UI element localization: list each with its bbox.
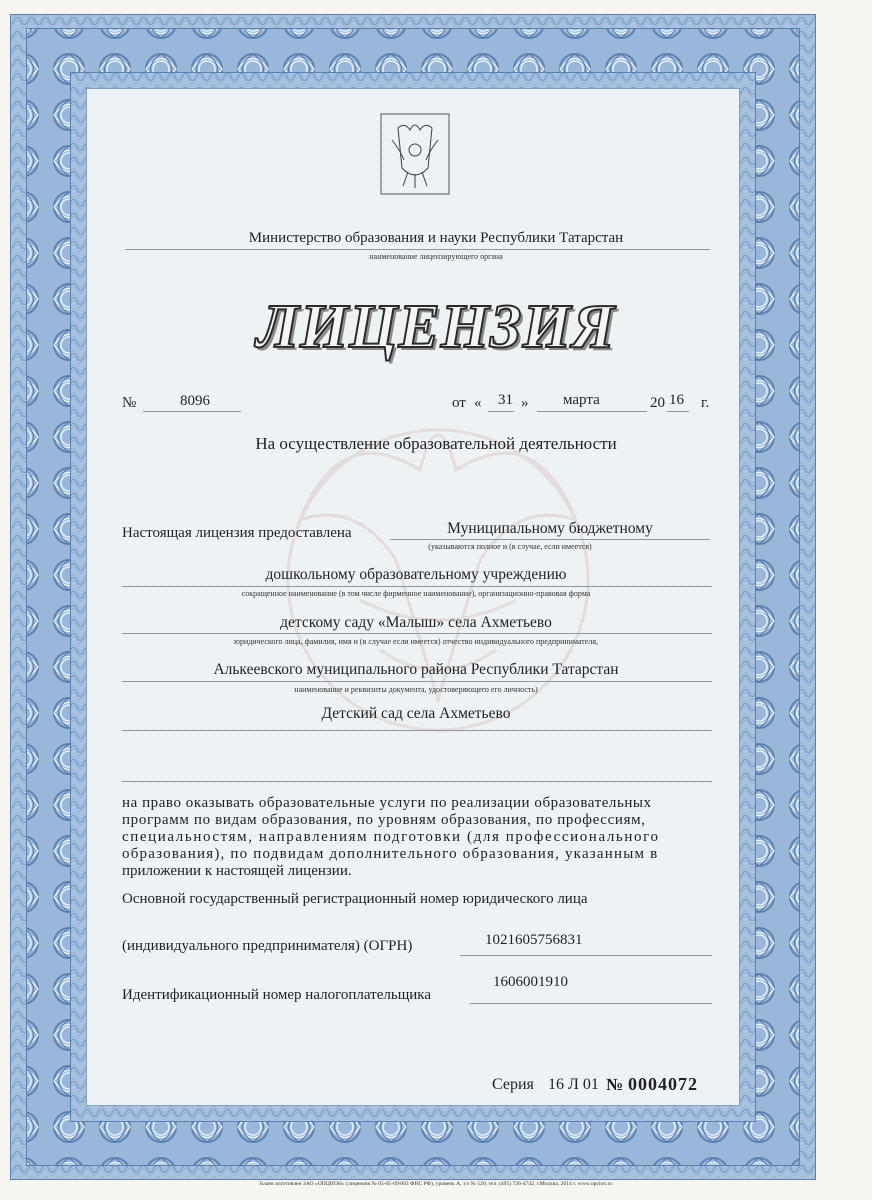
grantee-line-4: Алькеевского муниципального района Республики Татарстан: [213, 661, 619, 678]
rights-line-3: специальностям, направлениям подготовки (для профессионального: [122, 829, 660, 845]
date-day: 31: [498, 392, 513, 408]
rights-line-2: программ по видам образования, по уровням образования, по профессиям,: [122, 812, 646, 828]
rights-line-4: образования), по подвидам дополнительного образования, указанным в: [122, 846, 659, 862]
issuer-name: Министерство образования и науки Республики Татарстан: [248, 230, 624, 246]
license-purpose: На осуществление образовательной деятельности: [255, 434, 617, 453]
grantee-intro: Настоящая лицензия предоставлена: [122, 525, 352, 541]
grantee-underline-4: [122, 681, 712, 682]
issuer-underline: [125, 249, 710, 250]
quote-open: «: [474, 395, 482, 411]
grantee-line-3: детскому саду «Малыш» села Ахметьево: [280, 614, 552, 631]
series-number: 0004072: [628, 1074, 698, 1094]
date-month: марта: [563, 392, 600, 408]
grantee-underline-6: [122, 781, 712, 782]
ogrn-value: 1021605756831: [485, 932, 583, 948]
series-value: 16 Л 01: [548, 1076, 599, 1093]
day-underline: [488, 411, 514, 412]
month-underline: [537, 411, 647, 412]
ogrn-label-2: (индивидуального предпринимателя) (ОГРН): [122, 938, 413, 954]
grantee-underline-1: [390, 539, 710, 540]
grantee-underline-3: [122, 633, 712, 634]
date-from-label: от: [452, 395, 466, 411]
issuer-caption: наименование лицензирующего органа: [369, 252, 503, 261]
grantee-caption-1: (указываются полное и (в случае, если имеется): [428, 542, 592, 551]
grantee-line-5: Детский сад села Ахметьево: [321, 705, 511, 722]
inn-underline: [470, 1003, 712, 1004]
series-number-sign: №: [606, 1075, 624, 1094]
rights-line-5: приложении к настоящей лицензии.: [122, 863, 352, 879]
ogrn-label-1: Основной государственный регистрационный номер юридического лица: [122, 891, 588, 907]
grantee-caption-2: сокращенное наименование (в том числе фирменное наименование), организационно-правовая форма: [241, 589, 591, 598]
grantee-caption-3: юридического лица, фамилия, имя и (в случае если имеется) отчество индивидуального предпринимателя,: [233, 637, 599, 646]
license-number: 8096: [180, 393, 210, 409]
rights-line-1: на право оказывать образовательные услуги по реализации образовательных: [122, 795, 652, 811]
document-title: ЛИЦЕНЗИЯ: [256, 293, 616, 361]
grantee-underline-5: [122, 730, 712, 731]
grantee-line-1: Муниципальному бюджетному: [447, 520, 653, 537]
number-sign: №: [122, 395, 137, 411]
grantee-line-2: дошкольному образовательному учреждению: [265, 566, 567, 583]
ogrn-underline: [460, 955, 712, 956]
inn-value: 1606001910: [493, 974, 568, 990]
year-unit: г.: [701, 395, 710, 411]
grantee-caption-4: наименование и реквизиты документа, удостоверяющего его личность): [294, 685, 538, 694]
quote-close: »: [521, 395, 529, 411]
grantee-underline-2: [122, 586, 712, 587]
year-prefix: 20: [650, 395, 665, 411]
blank-printer-footer: Бланк изготовлен ЗАО «ОПЦИОН» (лицензия № 05-05-09/003 ФНС РФ), уровень А, т/з № 520, тел. (495) 726-4742, г.Москва, 2014 г. www.opcion.ru: [259, 1181, 613, 1187]
year-suffix: 16: [669, 392, 684, 408]
year-underline: [667, 411, 689, 412]
inn-label: Идентификационный номер налогоплательщика: [122, 987, 432, 1003]
number-underline: [143, 411, 241, 412]
series-label: Серия: [492, 1076, 534, 1093]
